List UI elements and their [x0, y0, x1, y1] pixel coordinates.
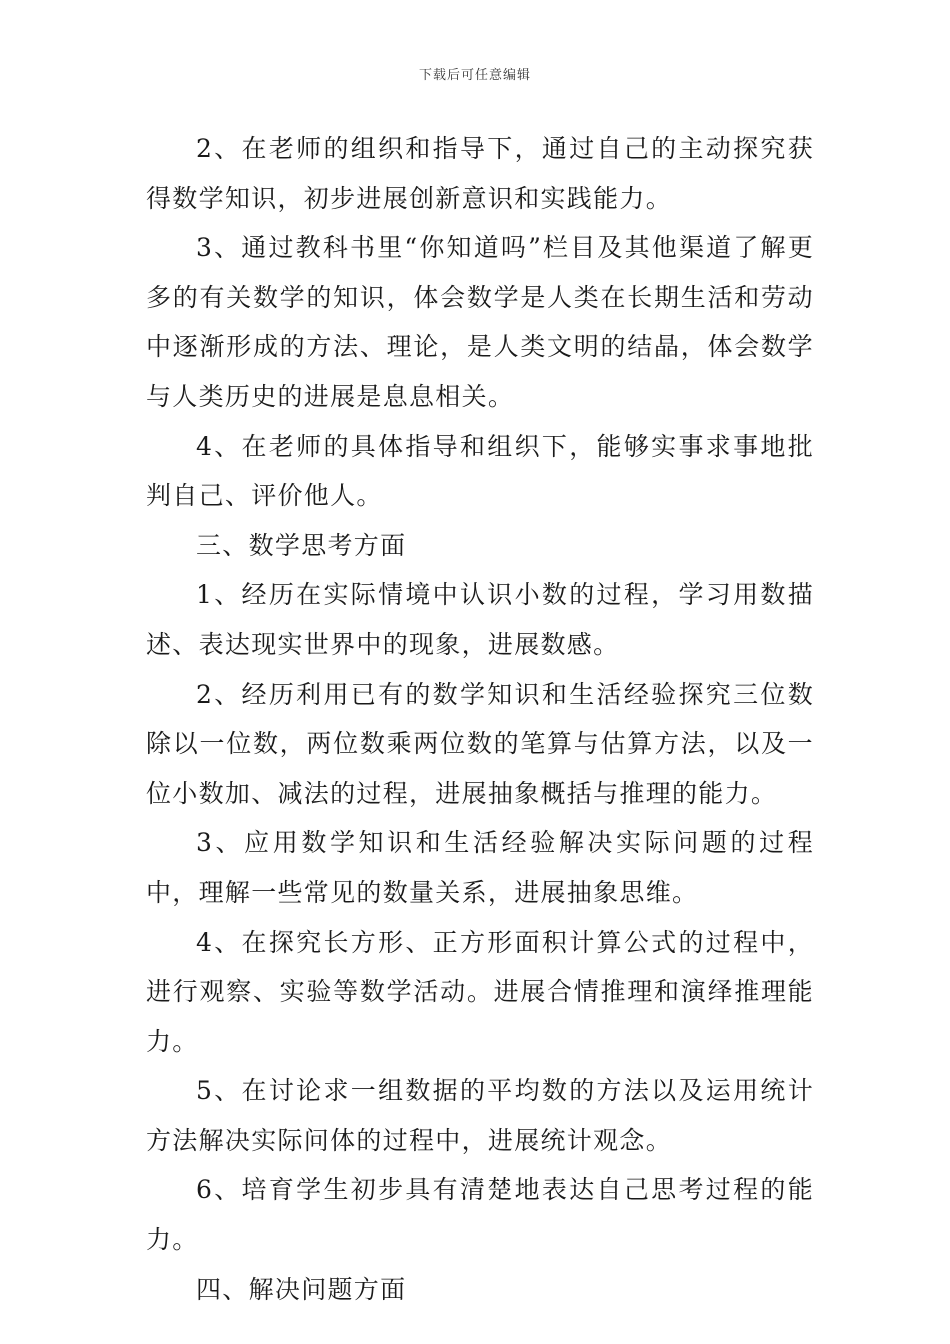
- paragraph-thinking-2: 2、经历利用已有的数学知识和生活经验探究三位数除以一位数，两位数乘两位数的笔算与估算方法，以及一位小数加、减法的过程，进展抽象概括与推理的能力。: [146, 679, 814, 808]
- section-heading-problem-solving: 四、解决问题方面: [196, 1274, 407, 1304]
- paragraph-thinking-1: 1、经历在实际情境中认识小数的过程，学习用数描述、表达现实世界中的现象，进展数感。: [146, 580, 814, 659]
- paragraph-thinking-6: 6、培育学生初步具有清楚地表达自己思考过程的能力。: [146, 1175, 814, 1255]
- paragraph-goal-3: 3、通过教科书里“你知道吗”栏目及其他渠道了解更多的有关数学的知识，体会数学是人类在长期生活和劳动中逐渐形成的方法、理论，是人类文明的结晶，体会数学与人类历史的进展是息息相关。: [146, 233, 814, 411]
- paragraph-thinking-5: 5、在讨论求一组数据的平均数的方法以及运用统计方法解决实际问体的过程中，进展统计观念。: [146, 1076, 814, 1155]
- paragraph-goal-2: 2、在老师的组织和指导下，通过自己的主动探究获得数学知识，初步进展创新意识和实践能力。: [146, 134, 814, 213]
- header-note: 下载后可任意编辑: [418, 68, 531, 83]
- body-text: [146, 124, 814, 1314]
- paragraph-thinking-4: 4、在探究长方形、正方形面积计算公式的过程中，进行观察、实验等数学活动。进展合情推理和演绎推理能力。: [146, 927, 814, 1056]
- paragraph-goal-4: 4、在老师的具体指导和组织下，能够实事求事地批判自己、评价他人。: [146, 431, 814, 511]
- paragraph-thinking-3: 3、应用数学知识和生活经验解决实际问题的过程中，理解一些常见的数量关系，进展抽象思维。: [146, 828, 814, 907]
- section-heading-math-thinking: 三、数学思考方面: [196, 530, 407, 560]
